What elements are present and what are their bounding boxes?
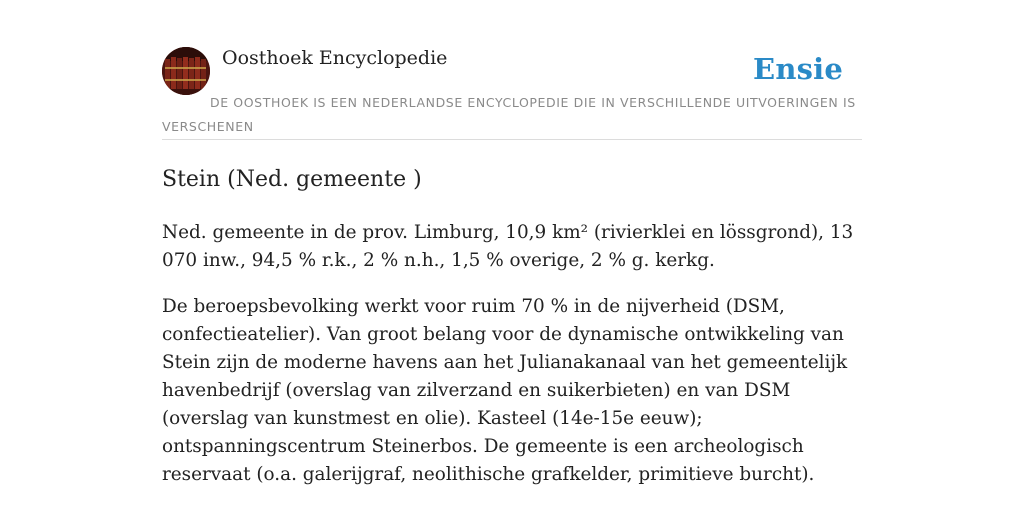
brand-logo[interactable]: Ensie [753, 52, 843, 86]
page-container [162, 0, 862, 489]
site-tagline: DE OOSTHOEK IS EEN NEDERLANDSE ENCYCLOPEDIE DIE IN VERSCHILLENDE UITVOERINGEN IS VERSCHENEN [162, 95, 856, 134]
encyclopedia-books-icon[interactable] [162, 47, 210, 95]
site-header [162, 0, 862, 140]
article-paragraph: Ned. gemeente in de prov. Limburg, 10,9 km² (rivierklei en lössgrond), 13 070 inw., 94,5 % r.k., 2 % n.h., 1,5 % overige, 2 % g. kerkg. [162, 222, 854, 271]
article-paragraph: De beroepsbevolking werkt voor ruim 70 % in de nijverheid (DSM, confectieatelier). Van groot belang voor de dynamische ontwikkeling van Stein zijn de moderne havens aan het Julianakanaal van het gemeentelijk havenbedrijf (overslag van zilverzand en suikerbieten) en van DSM (overslag van kunstmest en olie). Kasteel (14e-15e eeuw); ontspanningscentrum Steinerbos. De gemeente is een archeologisch reservaat (o.a. galerijgraf, neolithische grafkelder, primitieve burcht). [162, 296, 848, 485]
site-name[interactable]: Oosthoek Encyclopedie [222, 47, 448, 69]
article-title: Stein (Ned. gemeente ) [162, 167, 422, 192]
